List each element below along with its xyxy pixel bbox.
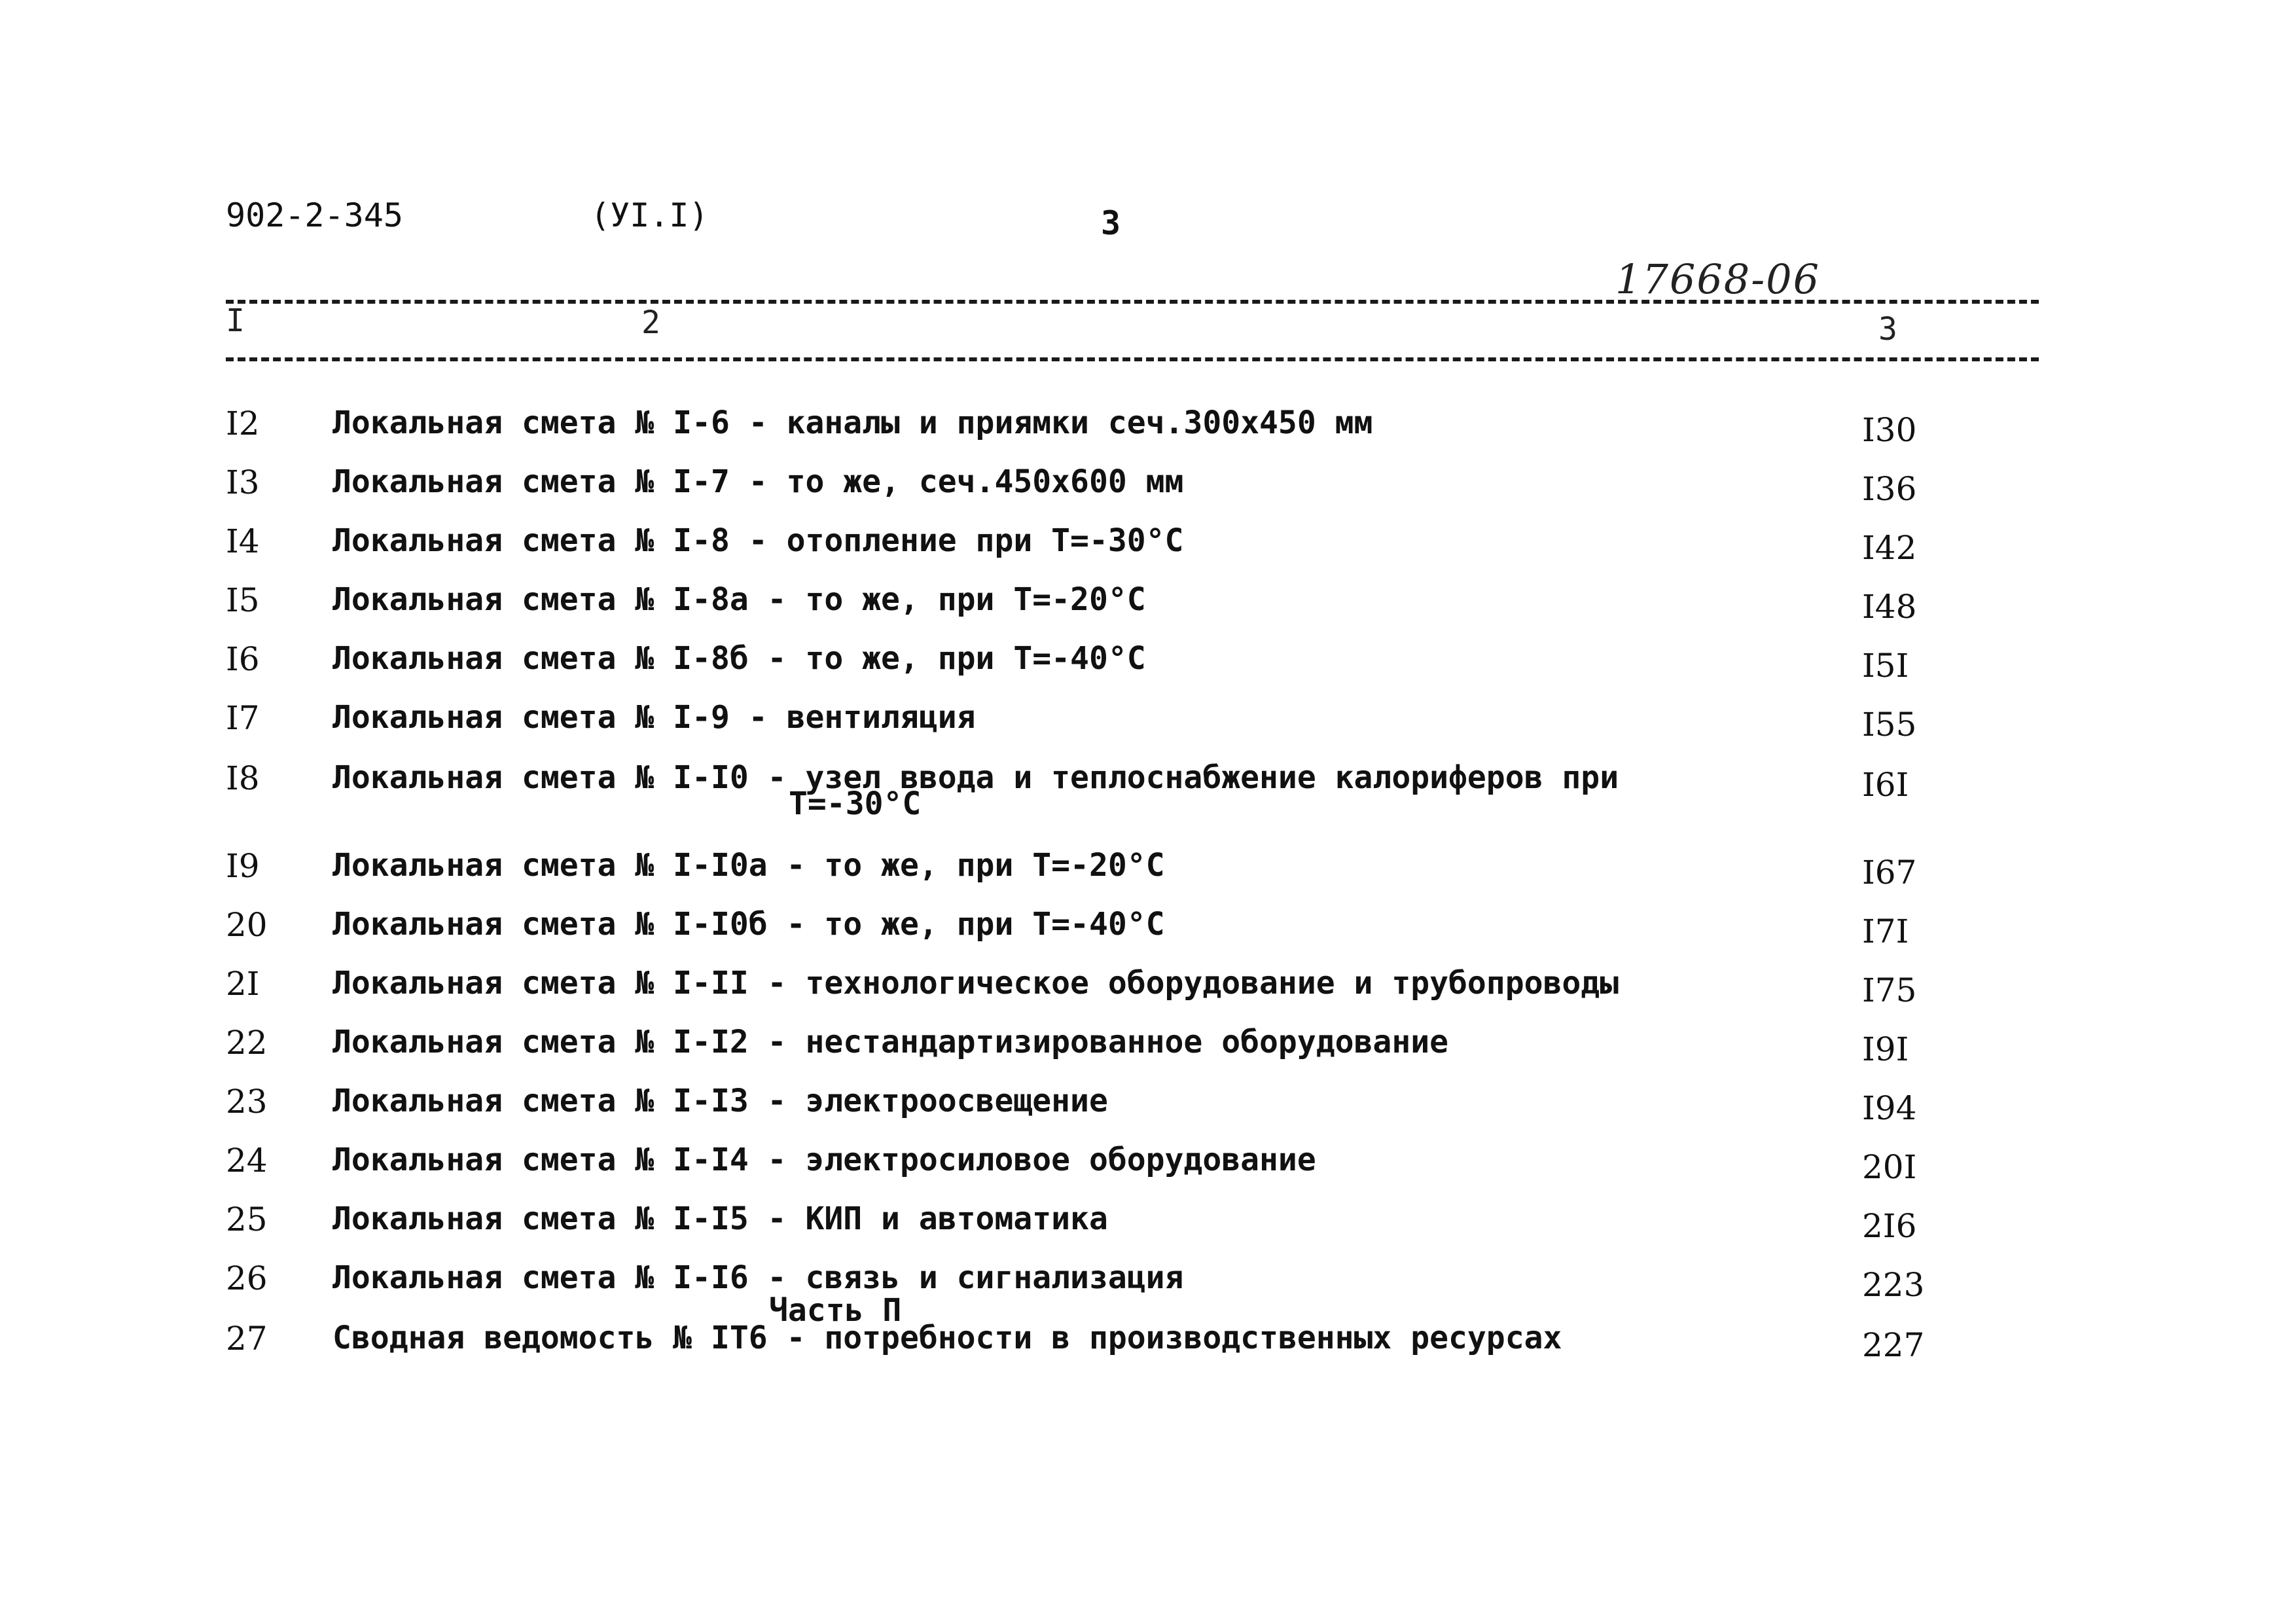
row-number: 23 [226,1083,268,1121]
row-title: Локальная смета № I-II - технологическое оборудование и трубопроводы [332,965,1619,1001]
row-number: I3 [226,463,260,501]
row-number: 26 [226,1259,268,1297]
column-header-2: 2 [641,304,660,341]
header-rule-bottom [226,357,2039,361]
row-title: Локальная смета № I-8 - отопление при Т=-30°С [332,522,1184,559]
row-page: I9I [1862,1030,1909,1068]
row-number: I6 [226,640,260,678]
row-number: I8 [226,759,260,797]
row-page: I36 [1862,470,1917,508]
row-title: Локальная смета № I-7 - то же, сеч.450х600 мм [332,463,1184,500]
row-page: 223 [1862,1266,1925,1304]
row-title-line-2: Т=-30°С [789,785,922,822]
row-page: I55 [1862,706,1917,744]
header-rule-top [226,300,2039,304]
row-page: 20I [1862,1148,1917,1186]
row-title: Локальная смета № I-I4 - электросиловое оборудование [332,1142,1316,1178]
row-number: 20 [226,906,268,944]
row-title-line-1: Локальная смета № I-I0 - узел ввода и теплоснабжение калориферов при [332,759,1619,796]
row-title: Локальная смета № I-I2 - нестандартизированное оборудование [332,1024,1449,1060]
row-title: Локальная смета № I-8а - то же, при Т=-20°С [332,581,1146,618]
row-number: I4 [226,522,260,560]
row-number: 24 [226,1142,268,1180]
row-page: I5I [1862,647,1909,685]
row-number: I7 [226,699,260,737]
row-title: Локальная смета № I-I3 - электроосвещение [332,1083,1108,1119]
row-number: 25 [226,1200,268,1238]
column-header-3: 3 [1878,311,1897,348]
section-label: Часть П [769,1292,902,1329]
row-number: I9 [226,847,260,885]
document-code: 902-2-345 [226,196,403,234]
row-number: 22 [226,1024,268,1062]
row-number: I5 [226,581,260,619]
row-title: Локальная смета № I-8б - то же, при Т=-40°С [332,640,1146,677]
row-page: I75 [1862,971,1917,1009]
row-title: Локальная смета № I-I0б - то же, при Т=-40°С [332,906,1165,943]
page-number: 3 [1101,204,1121,242]
row-number: I2 [226,405,260,442]
column-header-1: I [226,302,245,339]
row-page: I48 [1862,588,1917,626]
row-page: I67 [1862,854,1917,892]
row-title: Локальная смета № I-6 - каналы и приямки сеч.300х450 мм [332,405,1373,441]
row-page: 227 [1862,1326,1925,1364]
row-number: 27 [226,1320,268,1358]
row-page: I94 [1862,1089,1917,1127]
row-title: Сводная ведомость № IТ6 - потребности в производственных ресурсах [332,1320,1562,1356]
row-title: Локальная смета № I-I6 - связь и сигнализация [332,1259,1184,1296]
row-title [332,759,1619,822]
row-page: I7I [1862,912,1909,950]
inventory-number: 17668-06 [1615,255,1821,303]
volume-label: (УI.I) [590,196,709,234]
row-page: I30 [1862,411,1917,449]
row-title: Локальная смета № I-I0а - то же, при Т=-20°С [332,847,1165,884]
row-number: 2I [226,965,260,1003]
row-page: I6I [1862,766,1909,804]
row-page: 2I6 [1862,1207,1917,1245]
row-page: I42 [1862,529,1917,567]
row-title: Локальная смета № I-I5 - КИП и автоматика [332,1200,1108,1237]
row-title: Локальная смета № I-9 - вентиляция [332,699,976,736]
